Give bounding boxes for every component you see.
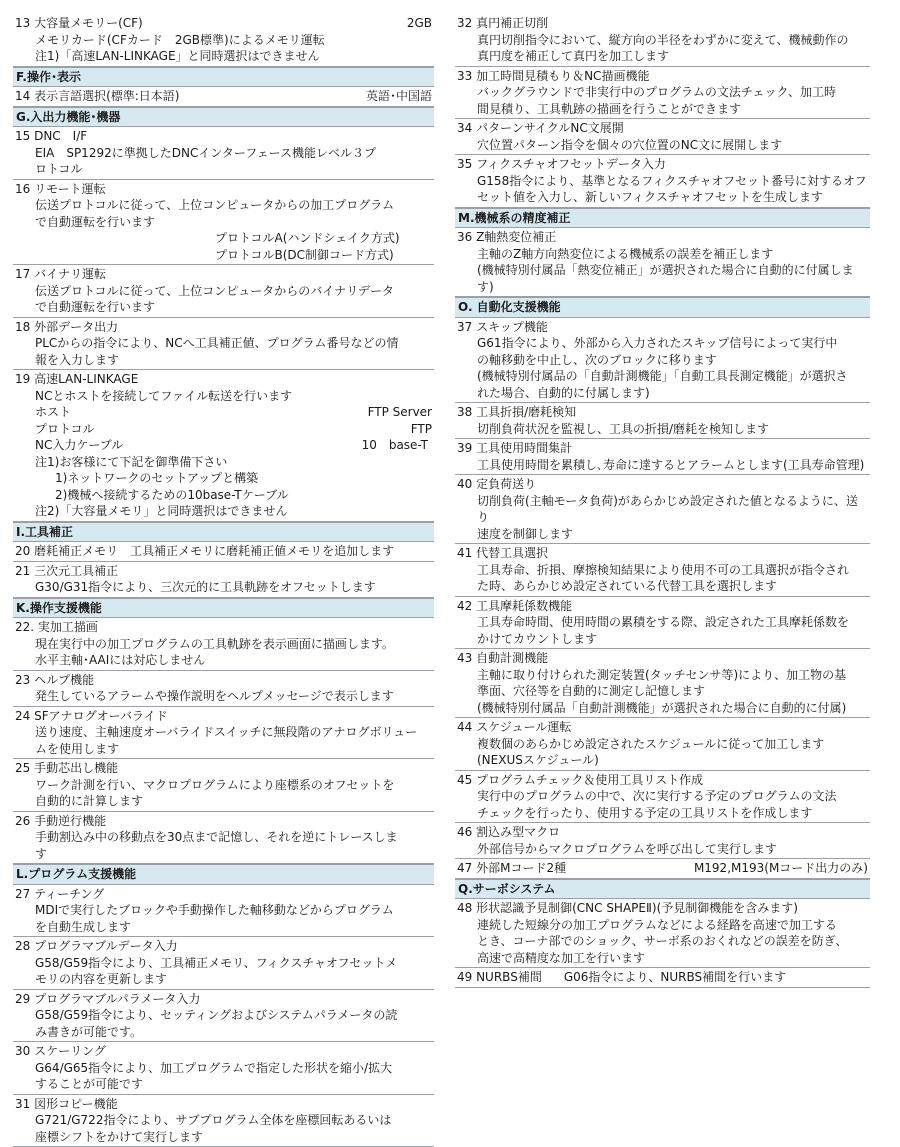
item-title: 45 プログラムチェック＆使用工具リスト作成 [457, 772, 868, 789]
spec-value: FTP Server [368, 404, 432, 421]
item-22 [13, 618, 434, 671]
item-title: 17 バイナリ運転 [15, 266, 432, 283]
item-desc: 間見積り、工具軌跡の描画を行うことができます [457, 101, 868, 118]
item-desc: み書きが可能です。 [15, 1024, 432, 1041]
item-39 [455, 439, 870, 475]
item-44 [455, 718, 870, 771]
item-note: 注1)「高速LAN-LINKAGE」と同時選択はできません [15, 48, 432, 65]
item-46 [455, 823, 870, 859]
item-32 [455, 14, 870, 67]
item-title: 37 スキップ機能 [457, 319, 868, 336]
section-header-f: F.操作･表示 [13, 67, 434, 88]
item-title: 28 プログラマブルデータ入力 [15, 938, 432, 955]
item-desc: セット値を入力し、新しいフィクスチャオフセットを生成します [457, 189, 868, 206]
item-14 [13, 87, 434, 107]
item-desc: 自動的に計算します [15, 793, 432, 810]
item-desc: 準面、穴径等を自動的に測定し記憶します [457, 683, 868, 700]
item-note: (機械特別付属品の「自動計測機能」「自動工具長測定機能」が選択さ [457, 368, 868, 385]
item-title: 31 図形コピー機能 [15, 1096, 432, 1113]
item-desc: 座標シフトをかけて実行します [15, 1129, 432, 1146]
item-desc: MDIで実行したブロックや手動操作した軸移動などからプログラム [15, 902, 432, 919]
item-desc: 現在実行中の加工プログラムの工具軌跡を表示画面に描画します。 [15, 636, 432, 653]
protocol-b: プロトコルB(DC制御コード方式) [15, 247, 432, 264]
item-desc: す [15, 846, 432, 863]
item-desc: ワーク計測を行い、マクロプログラムにより座標系のオフセットを [15, 777, 432, 794]
item-34 [455, 119, 870, 155]
item-25 [13, 759, 434, 812]
item-title: 15 DNC I/F [15, 128, 432, 145]
item-desc: かけてカウントします [457, 631, 868, 648]
item-desc: 工具寿命時間、使用時間の累積をする際、設定された工具摩耗係数を [457, 614, 868, 631]
item-title: 32 真円補正切削 [457, 15, 868, 32]
item-desc: 高速で高精度な加工を行います [457, 950, 868, 967]
item-note: れた場合、自動的に付属します) [457, 385, 868, 402]
item-desc: PLCからの指令により、NCへ工具補正値、プログラム番号などの情 [15, 335, 432, 352]
item-17 [13, 265, 434, 318]
protocol-a: プロトコルA(ハンドシェイク方式) [15, 230, 432, 247]
item-desc: で自動運転を行います [15, 214, 432, 231]
item-desc: G158指令により、基準となるフィクスチャオフセット番号に対するオフ [457, 173, 868, 190]
item-value: 英語･中国語 [366, 88, 432, 105]
item-desc: G58/G59指令により、工具補正メモリ、フィクスチャオフセットメ [15, 955, 432, 972]
item-20 [13, 542, 434, 562]
item-title: 13 大容量メモリー(CF) [15, 15, 143, 32]
spec-value: FTP [411, 421, 432, 438]
item-desc: 主軸に取り付けられた測定装置(タッチセンサ等)により、加工物の基 [457, 667, 868, 684]
item-title: 16 リモート運転 [15, 181, 432, 198]
section-header-l: L.プログラム支援機能 [13, 864, 434, 885]
item-title: 24 SFアナログオーバライド [15, 708, 432, 725]
item-title: 19 高速LAN-LINKAGE [15, 371, 432, 388]
item-desc: することが可能です [15, 1076, 432, 1093]
item-desc: チェックを行ったり、使用する予定の工具リストを作成します [457, 805, 868, 822]
item-21 [13, 562, 434, 598]
item-desc: (NEXUSスケジュール) [457, 752, 868, 769]
item-33 [455, 67, 870, 120]
item-desc: G721/G722指令により、サブプログラム全体を座標回転あるいは [15, 1112, 432, 1129]
item-38 [455, 403, 870, 439]
item-desc: 連続した短線分の加工プログラムなどによる経路を高速で加工する [457, 917, 868, 934]
item-49 [455, 968, 870, 988]
item-desc: 穴位置パターン指令を個々の穴位置のNC文に展開します [457, 137, 868, 154]
item-35 [455, 155, 870, 208]
item-desc: バックグラウンドで非実行中のプログラムの文法チェック、加工時 [457, 84, 868, 101]
section-header-g: G.入出力機能･機器 [13, 107, 434, 128]
item-note: 1)ネットワークのセットアップと構築 [15, 470, 432, 487]
item-title: 36 Z軸熱変位補正 [457, 229, 868, 246]
item-title: 33 加工時間見積もり＆NC描画機能 [457, 68, 868, 85]
item-47 [455, 859, 870, 879]
item-note: 注1)お客様にて下記を御準備下さい [15, 454, 432, 471]
item-37 [455, 318, 870, 404]
item-desc: た時、あらかじめ設定されている代替工具を選択します [457, 578, 868, 595]
item-desc: メモリカード(CFカード 2GB標準)によるメモリ運転 [15, 32, 432, 49]
item-title: 38 工具折損/磨耗検知 [457, 404, 868, 421]
item-title: 23 ヘルプ機能 [15, 672, 432, 689]
left-column [13, 14, 434, 1147]
spec-row-cable [15, 437, 432, 454]
item-26 [13, 812, 434, 865]
item-16 [13, 180, 434, 266]
item-value: G06指令により、NURBS補間を行います [542, 970, 786, 984]
right-column [455, 14, 870, 988]
spec-key: NC入力ケーブル [35, 437, 123, 454]
item-title: 34 パターンサイクルNC文展開 [457, 120, 868, 137]
item-desc: 送り速度、主軸速度オーバライドスイッチに無段階のアナログボリュー [15, 724, 432, 741]
item-desc: 複数個のあらかじめ設定されたスケジュールに従って加工します [457, 736, 868, 753]
item-value: M192,M193(Mコード出力のみ) [694, 860, 868, 877]
item-title: 29 プログラマブルパラメータ入力 [15, 991, 432, 1008]
item-note: (機械特別付属品「熱変位補正」が選択された場合に自動的に付属します) [457, 262, 868, 295]
section-header-k: K.操作支援機能 [13, 598, 434, 619]
item-15 [13, 127, 434, 180]
item-43 [455, 649, 870, 718]
item-desc: とき、コーナ部でのショック、サーボ系のおくれなどの誤差を防ぎ、 [457, 933, 868, 950]
item-desc: G61指令により、外部から入力されたスキップ信号によって実行中 [457, 335, 868, 352]
item-title: 39 工具使用時間集計 [457, 440, 868, 457]
item-31 [13, 1095, 434, 1147]
item-desc: 真円度を補正して真円を加工します [457, 48, 868, 65]
section-header-o: O. 自動化支援機能 [455, 297, 870, 318]
item-title: 20 磨耗補正メモリ 工具補正メモリに磨耗補正値メモリを追加します [15, 543, 432, 560]
item-desc: 発生しているアラームや操作説明をヘルプメッセージで表示します [15, 688, 432, 705]
item-desc: EIA SP1292に準拠したDNCインターフェース機能レベル３プ [15, 145, 432, 162]
item-title: 27 ティーチング [15, 886, 432, 903]
item-desc: 主軸のZ軸方向熱変位による機械系の誤差を補正します [457, 246, 868, 263]
item-title: 26 手動逆行機能 [15, 813, 432, 830]
item-title: 25 手動芯出し機能 [15, 760, 432, 777]
item-desc: 工具使用時間を累積し､寿命に達するとアラームとします(工具寿命管理) [457, 457, 868, 474]
item-desc: 切削負荷状況を監視し、工具の折損/磨耗を検知します [457, 421, 868, 438]
item-note: (機械特別付属品「自動計測機能」が選択された場合に自動的に付属) [457, 700, 868, 717]
item-29 [13, 990, 434, 1043]
spec-row-protocol [15, 421, 432, 438]
item-desc: 報を入力します [15, 352, 432, 369]
item-desc: モリの内容を更新します [15, 971, 432, 988]
section-header-q: Q.サーボシステム [455, 879, 870, 900]
item-title: 43 自動計測機能 [457, 650, 868, 667]
item-value: 2GB [407, 15, 432, 32]
item-title: 22. 実加工描画 [15, 619, 432, 636]
item-desc: 外部信号からマクロプログラムを呼び出して実行します [457, 841, 868, 858]
item-note: 2)機械へ接続するための10base-Tケーブル [15, 487, 432, 504]
item-desc: 伝送プロトコルに従って、上位コンピュータからの加工プログラム [15, 197, 432, 214]
item-45 [455, 771, 870, 824]
section-header-i: I.工具補正 [13, 522, 434, 543]
section-header-m: M.機械系の精度補正 [455, 208, 870, 229]
item-title: 21 三次元工具補正 [15, 563, 432, 580]
item-title: 46 割込み型マクロ [457, 824, 868, 841]
item-desc: 工具寿命、折損、摩擦検知結果により使用不可の工具選択が指令され [457, 562, 868, 579]
item-41 [455, 544, 870, 597]
item-desc: 実行中のプログラムの中で、次に実行する予定のプログラムの文法 [457, 788, 868, 805]
item-desc: の軸移動を中止し、次のブロックに移ります [457, 352, 868, 369]
item-title: 18 外部データ出力 [15, 319, 432, 336]
spec-key: ホスト [35, 404, 71, 421]
spec-row-host [15, 404, 432, 421]
item-title: 49 NURBS補間 [457, 970, 542, 984]
item-19 [13, 370, 434, 522]
item-title: 47 外部Mコード2種 [457, 860, 566, 877]
item-desc: NCとホストを接続してファイル転送を行います [15, 388, 432, 405]
item-title: 35 フィクスチャオフセットデータ入力 [457, 156, 868, 173]
item-title: 30 スケーリング [15, 1043, 432, 1060]
item-desc: 手動割込み中の移動点を30点まで記憶し、それを逆にトレースしま [15, 829, 432, 846]
item-30 [13, 1042, 434, 1095]
item-28 [13, 937, 434, 990]
item-desc: を自動生成します [15, 919, 432, 936]
spec-key: プロトコル [35, 421, 95, 438]
item-36 [455, 228, 870, 297]
item-desc: G30/G31指令により、三次元的に工具軌跡をオフセットします [15, 579, 432, 596]
item-40 [455, 475, 870, 544]
item-13 [13, 14, 434, 67]
item-desc: で自動運転を行います [15, 299, 432, 316]
item-desc: G58/G59指令により、セッティングおよびシステムパラメータの読 [15, 1007, 432, 1024]
item-desc: G64/G65指令により、加工プログラムで指定した形状を縮小/拡大 [15, 1060, 432, 1077]
item-27 [13, 885, 434, 938]
item-note: 注2)「大容量メモリ」と同時選択はできません [15, 503, 432, 520]
item-desc: 水平主軸･AAIには対応しません [15, 652, 432, 669]
item-title: 48 形状認識予見制御(CNC SHAPEⅡ)(予見制御機能を含みます) [457, 900, 868, 917]
item-title: 14 表示言語選択(標準:日本語) [15, 88, 180, 105]
item-desc: ムを使用します [15, 741, 432, 758]
item-desc: 切削負荷(主軸モータ負荷)があらかじめ設定された値となるように、送り [457, 493, 868, 526]
spec-value: 10 base-T [362, 437, 432, 454]
item-desc: ロトコル [15, 161, 432, 178]
item-48 [455, 899, 870, 968]
item-desc: 伝送プロトコルに従って、上位コンピュータからのバイナリデータ [15, 283, 432, 300]
item-18 [13, 318, 434, 371]
item-title: 42 工具摩耗係数機能 [457, 598, 868, 615]
item-23 [13, 671, 434, 707]
item-desc: 速度を制御します [457, 526, 868, 543]
item-desc: 真円切削指令において、縦方向の半径をわずかに変えて、機械動作の [457, 32, 868, 49]
item-42 [455, 597, 870, 650]
item-title: 41 代替工具選択 [457, 545, 868, 562]
item-title: 40 定負荷送り [457, 476, 868, 493]
item-24 [13, 707, 434, 760]
item-title: 44 スケジュール運転 [457, 719, 868, 736]
